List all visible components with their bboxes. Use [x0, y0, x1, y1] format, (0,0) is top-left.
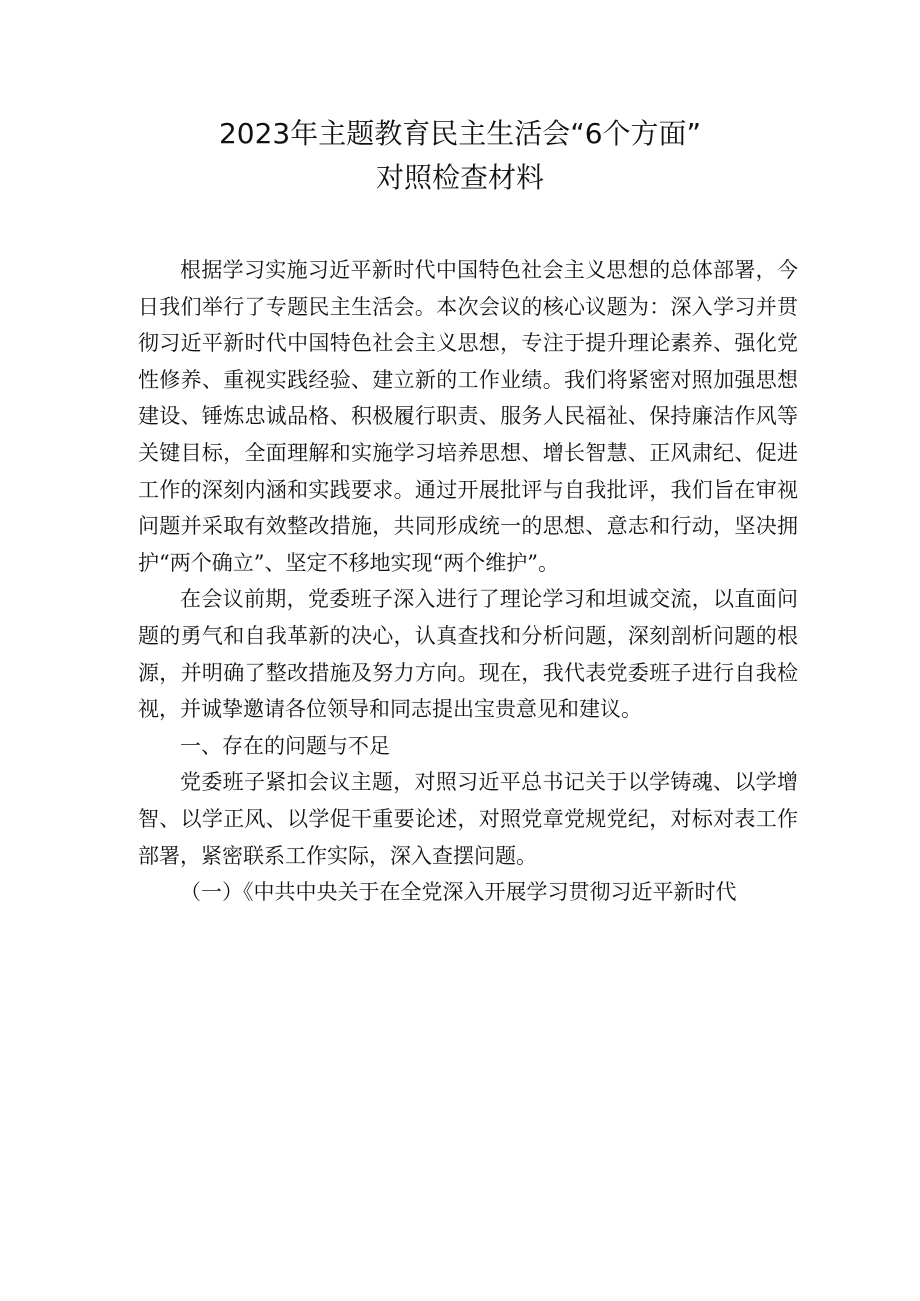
subsection-heading-1: （一）《中共中央关于在全党深入开展学习贯彻习近平新时代	[180, 880, 737, 905]
section-heading-problems: 一、存在的问题与不足	[180, 733, 390, 758]
title-line-2: 对照检查材料	[375, 161, 544, 194]
paragraph-problems-overview: 党委班子紧扣会议主题，对照习近平总书记关于以学铸魂、以学增智、以学正风、以学促干重要论述，对照党章党规党纪，对标对表工作部署，紧密联系工作实际，深入查摆问题。	[138, 770, 798, 868]
document-title	[0, 112, 920, 200]
document-body	[138, 252, 798, 911]
paragraph-preparation: 在会议前期，党委班子深入进行了理论学习和坦诚交流，以直面问题的勇气和自我革新的决心，认真查找和分析问题，深刻剖析问题的根源，并明确了整改措施及努力方向。现在，我代表党委班子进行自我检视，并诚挚邀请各位领导和同志提出宝贵意见和建议。	[138, 587, 798, 722]
paragraph-intro: 根据学习实施习近平新时代中国特色社会主义思想的总体部署，今日我们举行了专题民主生活会。本次会议的核心议题为：深入学习并贯彻习近平新时代中国特色社会主义思想，专注于提升理论素养、强化党性修养、重视实践经验、建立新的工作业绩。我们将紧密对照加强思想建设、锤炼忠诚品格、积极履行职责、服务人民福祉、保持廉洁作风等关键目标，全面理解和实施学习培养思想、增长智慧、正风肃纪、促进工作的深刻内涵和实践要求。通过开展批评与自我批评，我们旨在审视问题并采取有效整改措施，共同形成统一的思想、意志和行动，坚决拥护“两个确立”、坚定不移地实现“两个维护”。	[138, 258, 798, 575]
title-line-1: 2023年主题教育民主生活会“6个方面”	[218, 117, 702, 150]
